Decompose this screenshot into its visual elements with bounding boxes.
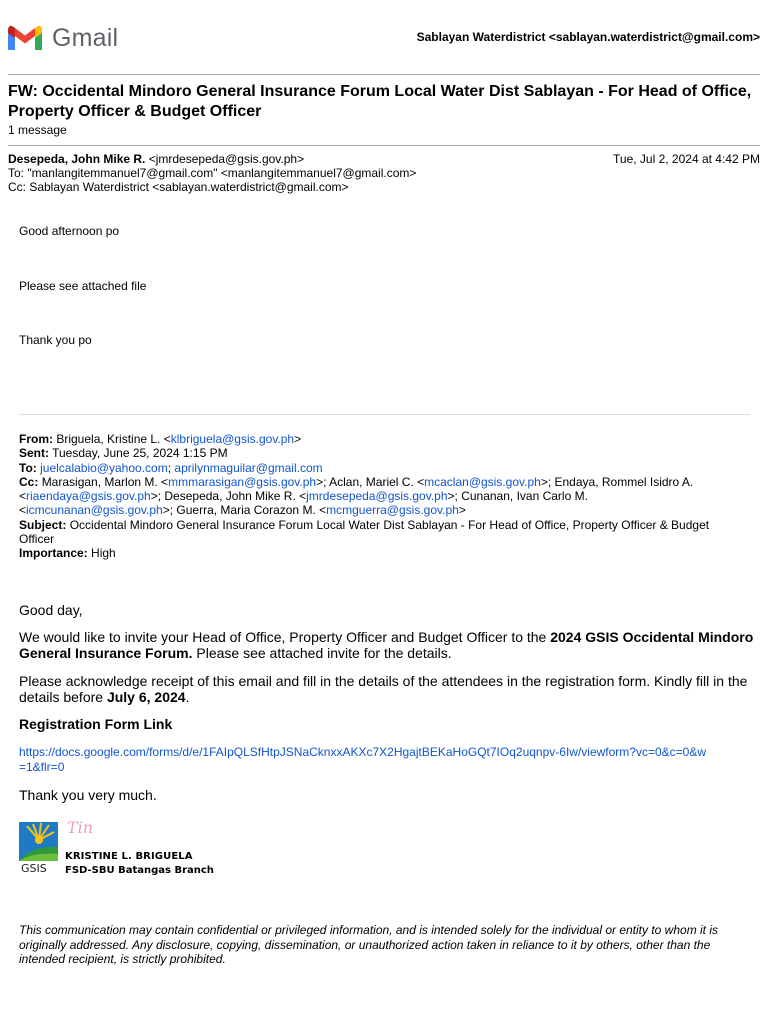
fwd-sent-value: Tuesday, June 25, 2024 1:15 PM: [52, 446, 228, 461]
cc-text: >; Desepeda, John Mike R. <: [150, 489, 307, 504]
header: [6, 20, 760, 56]
handwritten-signature: Tin: [67, 818, 94, 837]
gmail-logo-text: Gmail: [52, 23, 119, 52]
gmail-m-icon: [6, 24, 44, 52]
gmail-logo: [6, 22, 118, 54]
fwd-subject-value: Occidental Mindoro General Insurance Forum Local Water Dist Sablayan - For Head of Office, Property Officer & Budget Officer: [19, 517, 710, 547]
invite-text: We would like to invite your Head of Office, Property Officer and Budget Officer to the: [19, 629, 551, 645]
cc-text: >; Guerra, Maria Corazon M. <: [162, 503, 327, 518]
letter-thanks: Thank you very much.: [19, 787, 157, 803]
confidentiality-disclaimer: This communication may contain confidential or privileged information, and is intended solely for the individual or entity to whom it is originally addressed. Any disclosure, copying, dissemination, or unauthorized action taken in reliance to it by others, other than the intended recipient, is strictly prohibited.: [19, 923, 719, 966]
to-line: To: "manlangitemmanuel7@gmail.com" <manlangitemmanuel7@gmail.com>: [8, 166, 417, 180]
account-label: Sablayan Waterdistrict <sablayan.waterdistrict@gmail.com>: [416, 30, 760, 44]
cc-email-link[interactable]: mmmarasigan@gsis.gov.ph: [168, 474, 317, 489]
cc-text: >: [458, 503, 466, 518]
letter-greeting: Good day,: [19, 602, 83, 618]
fwd-to-separator: ;: [167, 460, 172, 475]
fwd-importance-value: High: [91, 546, 116, 561]
sender-email: <jmrdesepeda@gsis.gov.ph>: [148, 152, 305, 166]
cc-email-link[interactable]: mcmguerra@gsis.gov.ph: [326, 503, 459, 518]
fwd-sent-label: Sent:: [19, 446, 49, 461]
cc-text: >; Cunanan, Ivan Carlo M. <: [19, 489, 588, 518]
invite-text-end: Please see attached invite for the details.: [192, 644, 452, 661]
cc-email-link[interactable]: icmcunanan@gsis.gov.ph: [26, 503, 163, 518]
cc-text: >; Endaya, Rommel Isidro A. <: [19, 474, 694, 504]
fwd-from-name: Briguela, Kristine L. <: [56, 432, 171, 446]
letter-acknowledge: [19, 674, 754, 705]
fwd-importance-label: Importance:: [19, 546, 88, 561]
fwd-cc-line: [19, 475, 739, 518]
divider: [19, 414, 750, 415]
fwd-cc-list: [19, 475, 693, 518]
gsis-logo-text: GSIS: [21, 862, 47, 875]
cc-email-link[interactable]: riaendaya@gsis.gov.ph: [26, 489, 151, 504]
fwd-subject-label: Subject:: [19, 517, 67, 532]
sender-name: Desepeda, John Mike R.: [8, 152, 146, 166]
divider: [8, 74, 760, 75]
body-line: Please see attached file: [19, 279, 147, 293]
fwd-from-email-link[interactable]: klbriguela@gsis.gov.ph: [170, 432, 295, 446]
letter-invite: [19, 630, 754, 661]
registration-heading: Registration Form Link: [19, 716, 173, 732]
fwd-to-email-link[interactable]: aprilynmaguilar@gmail.com: [174, 460, 323, 475]
fwd-to-label: To:: [19, 460, 37, 475]
ack-text: Please acknowledge receipt of this email and fill in the details of the attendees in the registration form. Kindly fill in the details before: [19, 673, 748, 705]
thread-subject: FW: Occidental Mindoro General Insurance Forum Local Water Dist Sablayan - For Head of Office, Property Officer & Budget Officer: [8, 83, 752, 120]
message-count: 1 message: [8, 123, 67, 137]
divider: [8, 145, 760, 146]
cc-email-link[interactable]: jmrdesepeda@gsis.gov.ph: [306, 489, 448, 504]
ack-deadline: July 6, 2024: [106, 688, 186, 705]
cc-text: Marasigan, Marlon M. <: [41, 474, 169, 489]
cc-line: Cc: Sablayan Waterdistrict <sablayan.waterdistrict@gmail.com>: [8, 180, 349, 194]
cc-email-link[interactable]: mcaclan@gsis.gov.ph: [424, 474, 541, 489]
invite-event: 2024 GSIS Occidental Mindoro General Insurance Forum.: [19, 629, 754, 661]
body-line: Thank you po: [19, 333, 92, 347]
body-line: Good afternoon po: [19, 224, 120, 238]
fwd-to-email-link[interactable]: juelcalabio@yahoo.com: [40, 460, 168, 475]
message-header: [8, 152, 760, 194]
message-date: Tue, Jul 2, 2024 at 4:42 PM: [613, 152, 760, 166]
forwarded-header: [19, 432, 739, 561]
signature-block: [19, 818, 269, 880]
signature-name: KRISTINE L. BRIGUELA: [65, 851, 193, 862]
fwd-cc-label: Cc:: [19, 474, 39, 489]
fwd-from-end: >: [294, 432, 302, 446]
registration-form-link[interactable]: https://docs.google.com/forms/d/e/1FAIpQLSfHtpJSNaCknxxAKXc7X2HgajtBEKaHoGQt7IOq2uqnpv-6Iw/viewform?vc=0&c=0&w=1&flr=0: [19, 745, 706, 774]
cc-text: >; Aclan, Mariel C. <: [316, 474, 425, 489]
ack-text-end: .: [185, 688, 190, 705]
signature-branch: FSD-SBU Batangas Branch: [65, 865, 214, 876]
fwd-from-label: From:: [19, 432, 53, 446]
